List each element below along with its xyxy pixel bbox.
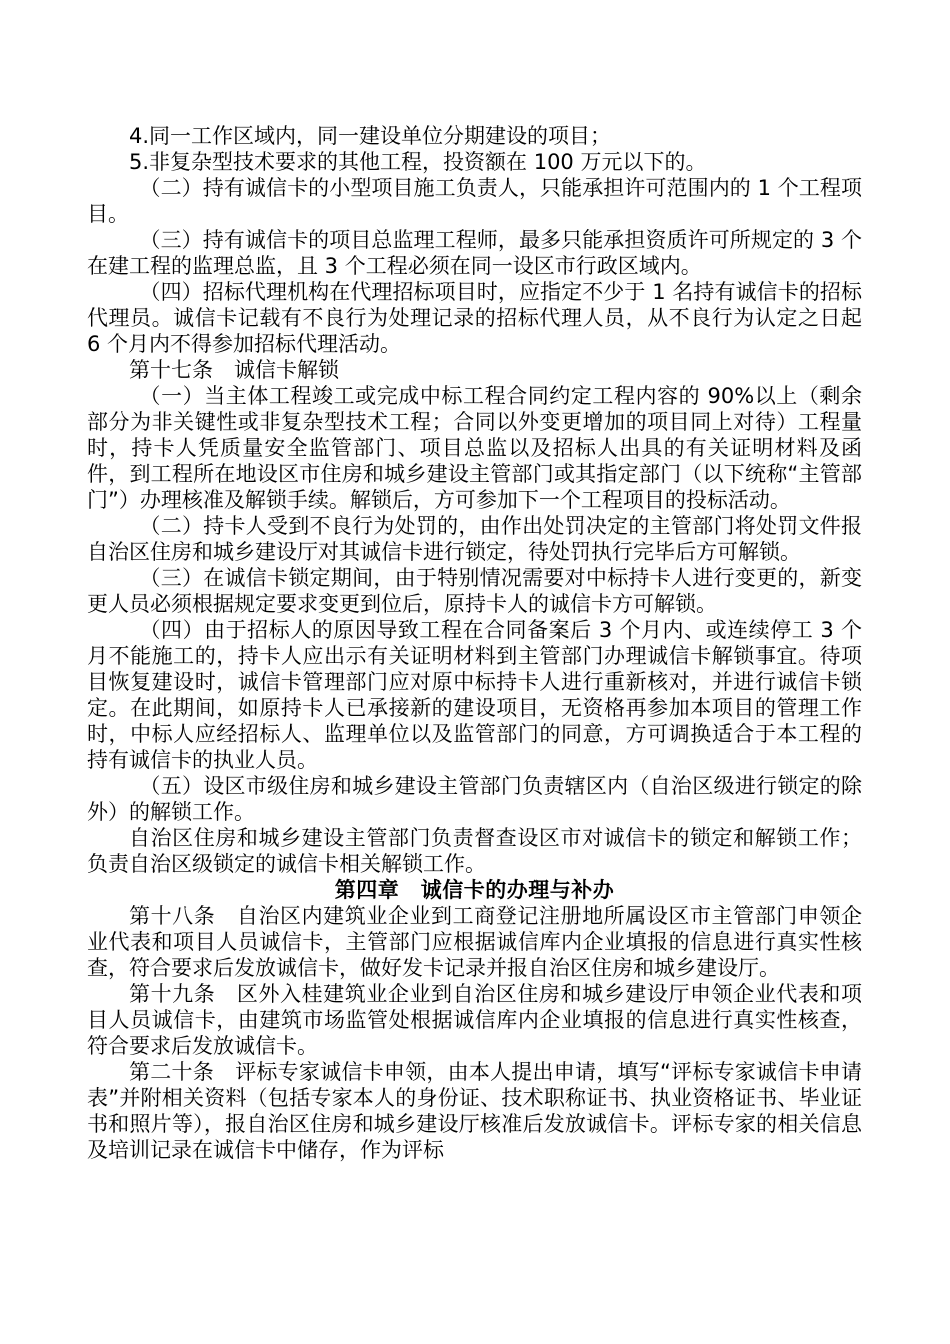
article-17-heading: 第十七条 诚信卡解锁 <box>129 358 339 382</box>
article-17-clause-3: （三）在诚信卡锁定期间，由于特别情况需要对中标持卡人进行变更的，新变更人员必须根据规定要求变更到位后，原持卡人的诚信卡方可解锁。 <box>87 566 862 616</box>
article-17-closing: 自治区住房和城乡建设主管部门负责督查设区市对诚信卡的锁定和解锁工作；负责自治区级锁定的诚信卡相关解锁工作。 <box>87 826 862 876</box>
article-18: 第十八条 自治区内建筑业企业到工商登记注册地所属设区市主管部门申领企业代表和项目人员诚信卡，主管部门应根据诚信库内企业填报的信息进行真实性核查，符合要求后发放诚信卡，做好发卡记录并报自治区住房和城乡建设厅。 <box>87 904 862 980</box>
chapter-title: 第四章 诚信卡的办理与补办 <box>334 878 615 902</box>
article-19: 第十九条 区外入桂建筑业企业到自治区住房和城乡建设厅申领企业代表和项目人员诚信卡，由建筑市场监管处根据诚信库内企业填报的信息进行真实性核查，符合要求后发放诚信卡。 <box>87 982 862 1058</box>
clause-4: （四）招标代理机构在代理招标项目时，应指定不少于 1 名持有诚信卡的招标代理员。诚信卡记载有不良行为处理记录的招标代理人员，从不良行为认定之日起 6 个月内不得参加招标代理活动。 <box>87 280 862 356</box>
list-item-5: 5.非复杂型技术要求的其他工程，投资额在 100 万元以下的。 <box>129 150 707 174</box>
article-17-clause-2: （二）持卡人受到不良行为处罚的，由作出处罚决定的主管部门将处罚文件报自治区住房和城乡建设厅对其诚信卡进行锁定，待处罚执行完毕后方可解锁。 <box>87 514 862 564</box>
list-item-4: 4.同一工作区域内，同一建设单位分期建设的项目； <box>129 124 612 148</box>
clause-3: （三）持有诚信卡的项目总监理工程师，最多只能承担资质许可所规定的 3 个在建工程的监理总监，且 3 个工程必须在同一设区市行政区域内。 <box>87 228 862 278</box>
article-17-clause-1: （一）当主体工程竣工或完成中标工程合同约定工程内容的 90%以上（剩余部分为非关键性或非复杂型技术工程；合同以外变更增加的项目同上对待）工程量时，持卡人凭质量安全监管部门、项目总监以及招标人出具的有关证明材料及函件，到工程所在地设区市住房和城乡建设主管部门或其指定部门（以下统称“主管部门”）办理核准及解锁手续。解锁后，方可参加下一个工程项目的投标活动。 <box>87 384 862 512</box>
clause-2: （二）持有诚信卡的小型项目施工负责人，只能承担许可范围内的 1 个工程项目。 <box>87 176 862 226</box>
document-body <box>87 123 862 1163</box>
article-17-clause-5: （五）设区市级住房和城乡建设主管部门负责辖区内（自治区级进行锁定的除外）的解锁工作。 <box>87 774 862 824</box>
article-17-clause-4: （四）由于招标人的原因导致工程在合同备案后 3 个月内、或连续停工 3 个月不能施工的，持卡人应出示有关证明材料到主管部门办理诚信卡解锁事宜。待项目恢复建设时，诚信卡管理部门应对原中标持卡人进行重新核对，并进行诚信卡锁定。在此期间，如原持卡人已承接新的建设项目，无资格再参加本项目的管理工作时，中标人应经招标人、监理单位以及监管部门的同意，方可调换适合于本工程的持有诚信卡的执业人员。 <box>87 618 862 772</box>
article-20: 第二十条 评标专家诚信卡申领，由本人提出申请，填写“评标专家诚信卡申请表”并附相关资料（包括专家本人的身份证、技术职称证书、执业资格证书、毕业证书和照片等），报自治区住房和城乡建设厅核准后发放诚信卡。评标专家的相关信息及培训记录在诚信卡中储存，作为评标 <box>87 1060 862 1162</box>
